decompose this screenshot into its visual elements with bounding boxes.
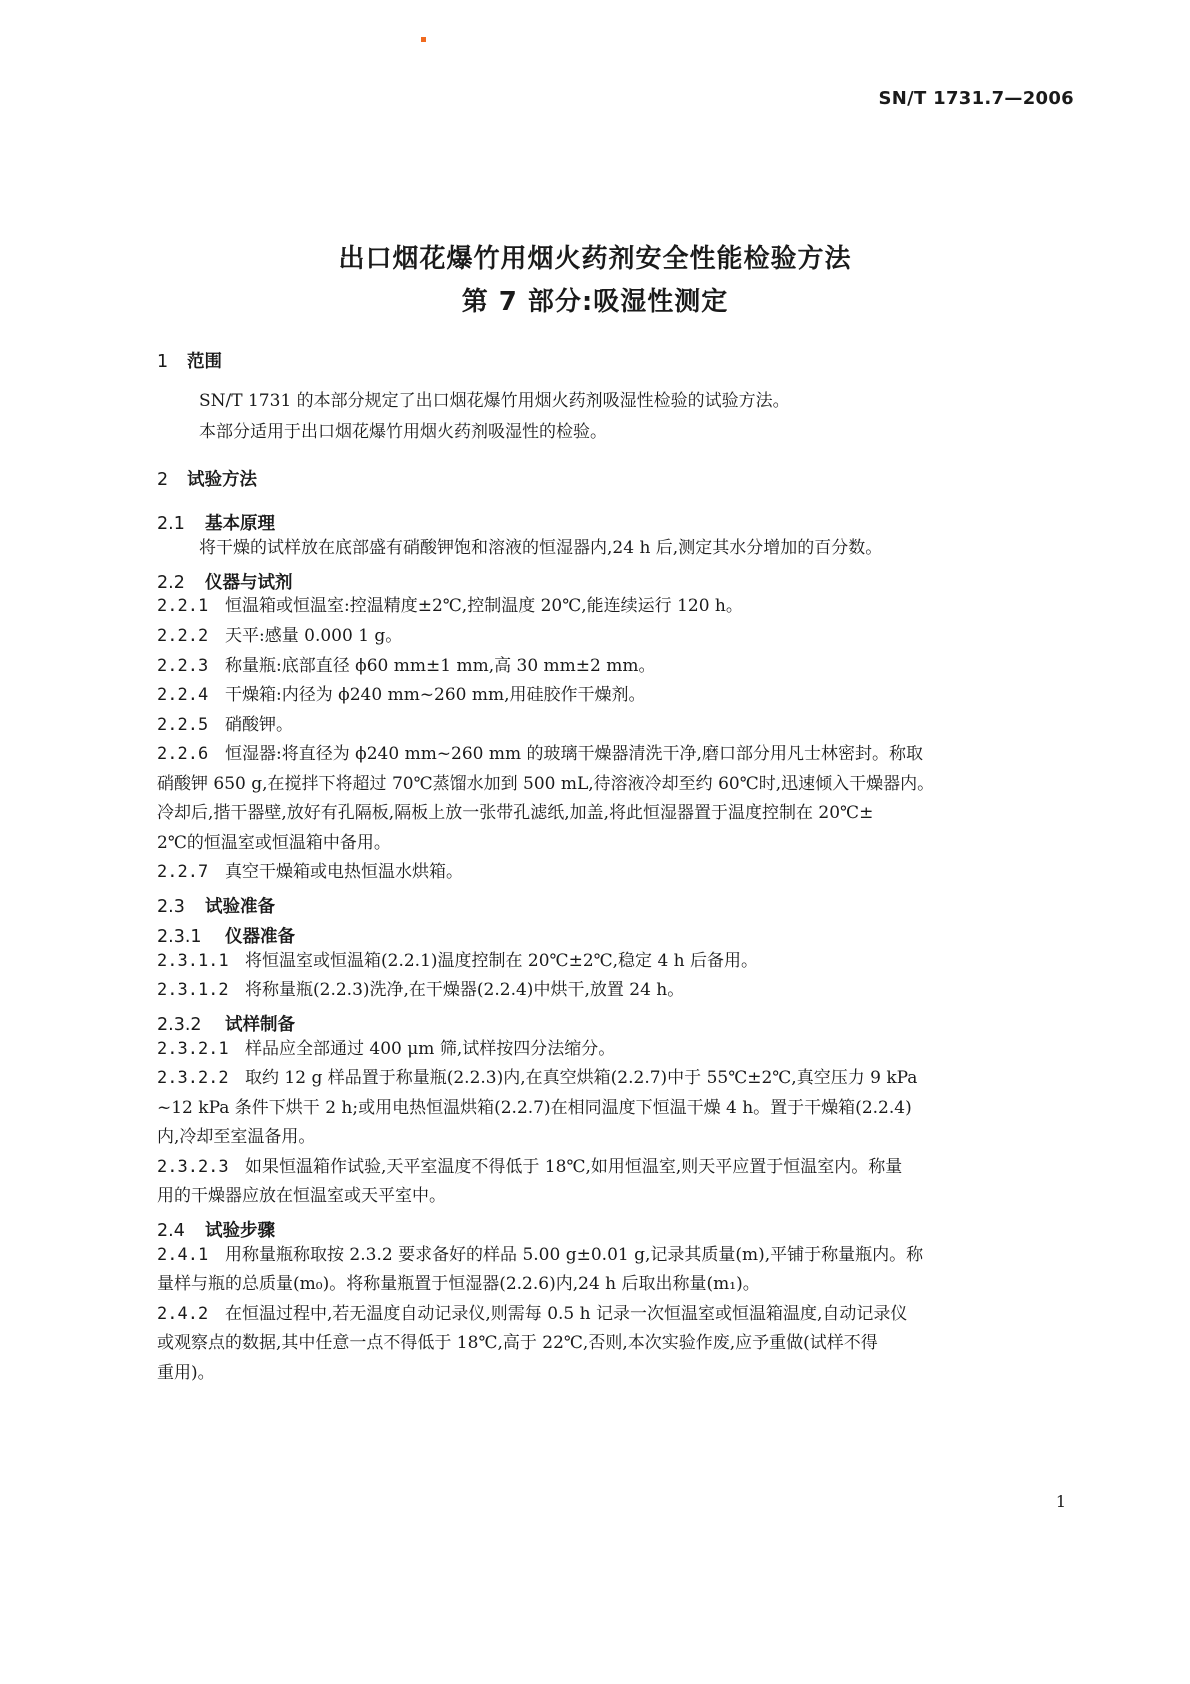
clause: 2.2.2 天平:感量 0.000 1 g。 (157, 626, 403, 646)
clause: 2.3.2.1 样品应全部通过 400 μm 筛,试样按四分法缩分。 (157, 1039, 616, 1059)
clause: 2.3.1.1 将恒温室或恒温箱(2.2.1)温度控制在 20℃±2℃,稳定 4 h 后备用。 (157, 951, 759, 971)
clause: 2.2.4 干燥箱:内径为 ϕ240 mm~260 mm,用硅胶作干燥剂。 (157, 685, 646, 705)
document-title-line2: 第 7 部分:吸湿性测定 (461, 287, 729, 317)
subsection-heading: 2.4 试验步骤 (157, 1221, 275, 1241)
clause-continuation: 硝酸钾 650 g,在搅拌下将超过 70℃蒸馏水加到 500 mL,待溶液冷却至约 60℃时,迅速倾入干燥器内。 (157, 774, 935, 794)
clause: 2.2.7 真空干燥箱或电热恒温水烘箱。 (157, 862, 463, 882)
subsection-heading: 2.1 基本原理 (157, 514, 275, 534)
clause: 2.2.6 恒湿器:将直径为 ϕ240 mm~260 mm 的玻璃干燥器清洗干净,磨口部分用凡士林密封。称取 (157, 744, 923, 764)
clause: 2.3.2.3 如果恒温箱作试验,天平室温度不得低于 18℃,如用恒温室,则天平应置于恒温室内。称量 (157, 1157, 903, 1177)
page-number: 1 (1055, 1492, 1066, 1511)
clause-continuation: 重用)。 (157, 1363, 215, 1383)
clause-continuation: 用的干燥器应放在恒温室或天平室中。 (157, 1186, 446, 1206)
standard-number: SN/T 1731.7—2006 (878, 88, 1074, 109)
clause: 2.3.2.2 取约 12 g 样品置于称量瓶(2.2.3)内,在真空烘箱(2.2.7)中于 55℃±2℃,真空压力 9 kPa (157, 1068, 918, 1088)
paragraph: 本部分适用于出口烟花爆竹用烟火药剂吸湿性的检验。 (199, 422, 607, 442)
clause: 2.4.2 在恒温过程中,若无温度自动记录仪,则需每 0.5 h 记录一次恒温室或恒温箱温度,自动记录仪 (157, 1304, 908, 1324)
color-mark (421, 37, 426, 42)
subsection-heading: 2.3.2 试样制备 (157, 1015, 295, 1035)
subsection-heading: 2.2 仪器与试剂 (157, 573, 293, 593)
section-heading: 2 试验方法 (157, 470, 257, 490)
clause-continuation: 量样与瓶的总质量(m₀)。将称量瓶置于恒湿器(2.2.6)内,24 h 后取出称量(m₁)。 (157, 1274, 760, 1294)
paragraph: SN/T 1731 的本部分规定了出口烟花爆竹用烟火药剂吸湿性检验的试验方法。 (199, 391, 790, 411)
clause: 2.3.1.2 将称量瓶(2.2.3)洗净,在干燥器(2.2.4)中烘干,放置 24 h。 (157, 980, 685, 1000)
section-heading: 1 范围 (157, 352, 222, 372)
subsection-heading: 2.3 试验准备 (157, 897, 275, 917)
clause: 2.4.1 用称量瓶称取按 2.3.2 要求备好的样品 5.00 g±0.01 g,记录其质量(m),平铺于称量瓶内。称 (157, 1245, 924, 1265)
clause: 2.2.3 称量瓶:底部直径 ϕ60 mm±1 mm,高 30 mm±2 mm。 (157, 656, 656, 676)
clause-continuation: 2℃的恒温室或恒温箱中备用。 (157, 833, 391, 853)
clause: 2.2.1 恒温箱或恒温室:控温精度±2℃,控制温度 20℃,能连续运行 120 h。 (157, 596, 743, 616)
document-title-line1: 出口烟花爆竹用烟火药剂安全性能检验方法 (338, 244, 852, 274)
subsection-heading: 2.3.1 仪器准备 (157, 927, 295, 947)
paragraph: 将干燥的试样放在底部盛有硝酸钾饱和溶液的恒湿器内,24 h 后,测定其水分增加的百分数。 (199, 538, 883, 558)
clause-continuation: ~12 kPa 条件下烘干 2 h;或用电热恒温烘箱(2.2.7)在相同温度下恒温干燥 4 h。置于干燥箱(2.2.4) (157, 1098, 912, 1118)
clause-continuation: 冷却后,揩干器壁,放好有孔隔板,隔板上放一张带孔滤纸,加盖,将此恒湿器置于温度控制在 20℃± (157, 803, 874, 823)
clause: 2.2.5 硝酸钾。 (157, 715, 293, 735)
clause-continuation: 或观察点的数据,其中任意一点不得低于 18℃,高于 22℃,否则,本次实验作废,应予重做(试样不得 (157, 1333, 878, 1353)
clause-continuation: 内,冷却至室温备用。 (157, 1127, 316, 1147)
